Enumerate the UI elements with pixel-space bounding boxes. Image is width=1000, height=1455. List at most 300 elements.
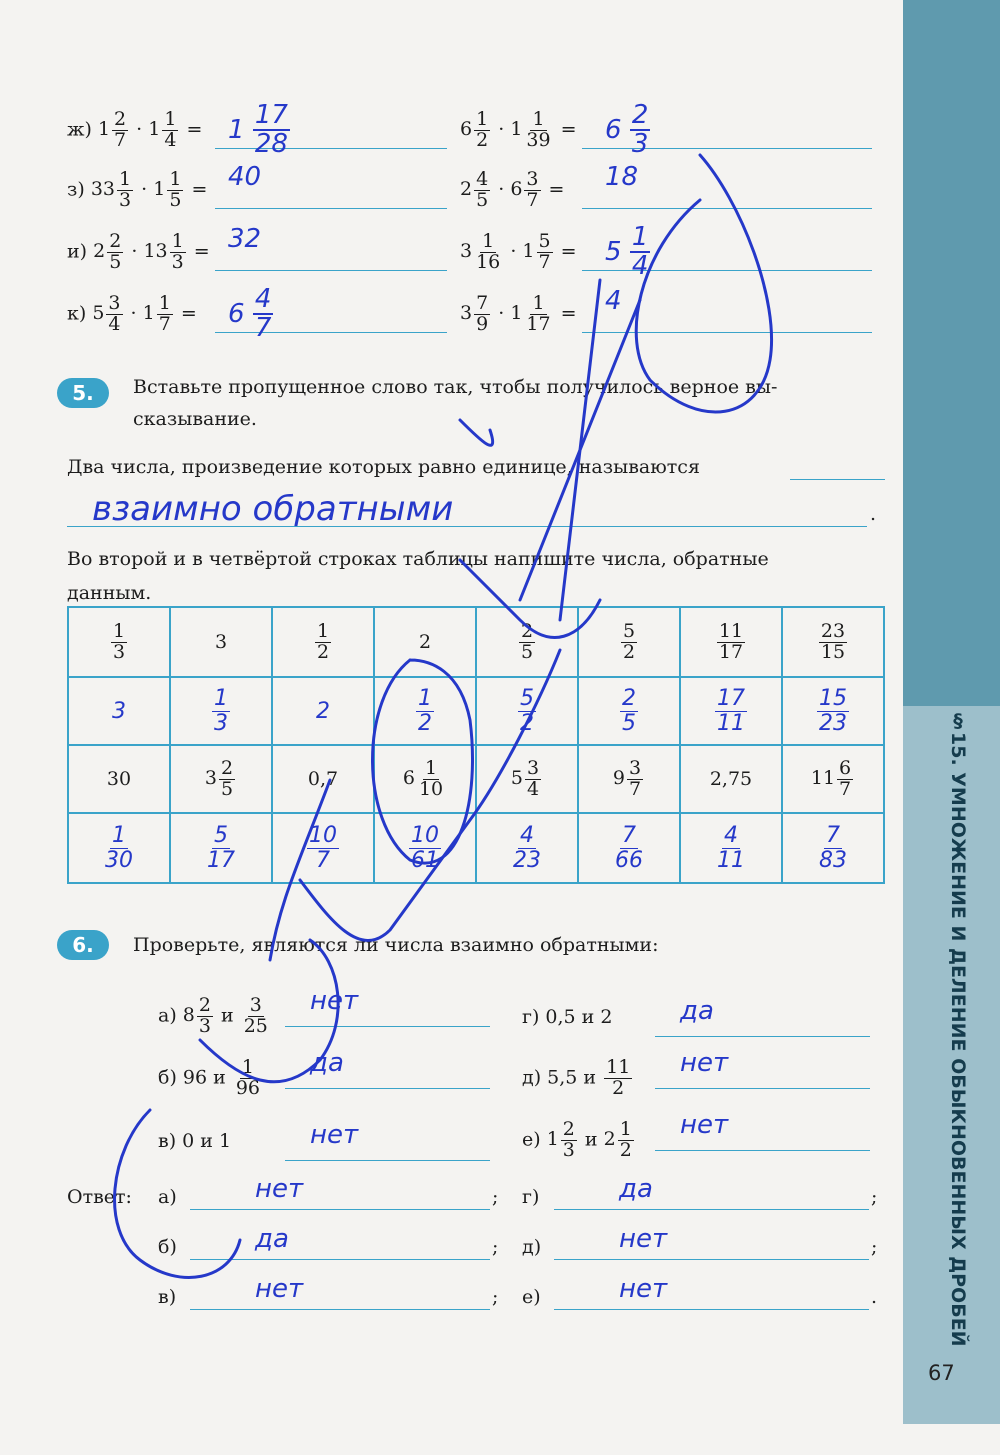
summary-answer-value: да <box>619 1174 653 1204</box>
answer-line <box>285 1088 490 1089</box>
denominator: 5 <box>476 188 489 211</box>
mixed-number <box>182 994 215 1037</box>
reciprocals-table <box>67 606 885 884</box>
equals-sign: = <box>554 118 577 141</box>
denominator: 3 <box>198 1014 211 1037</box>
table-instruction: Во второй и в четвёртой строках таблицы напишите числа, обратные <box>67 548 769 570</box>
denominator: 2 <box>622 640 636 663</box>
cell-value <box>815 686 851 736</box>
fraction <box>819 619 847 663</box>
numerator: 10 <box>411 823 439 849</box>
fraction <box>621 619 637 663</box>
cell-value <box>516 686 538 736</box>
fraction <box>613 824 645 871</box>
numerator: 2 <box>114 108 127 130</box>
whole-part: 6 <box>510 178 523 201</box>
handwritten-answer-value <box>228 100 290 160</box>
task4-expression-left <box>67 232 210 273</box>
task6-item-b-answer: да <box>310 1048 344 1078</box>
cell-value <box>517 619 537 663</box>
reciprocal-cell <box>374 813 476 883</box>
fraction <box>537 232 553 273</box>
numerator: 4 <box>724 823 738 849</box>
cell-value <box>710 768 752 790</box>
task4-answer-right <box>605 224 650 281</box>
denominator: 30 <box>105 847 133 873</box>
numerator: 5 <box>214 823 228 849</box>
whole-part: 0,7 <box>307 768 339 790</box>
cell-value <box>414 686 436 736</box>
cell-value <box>101 823 137 873</box>
punctuation: ; <box>871 1236 878 1258</box>
denominator: 3 <box>214 710 228 736</box>
answer-line <box>67 526 867 527</box>
denominator: 5 <box>622 710 636 736</box>
punctuation: ; <box>492 1286 499 1308</box>
cell-value <box>313 619 333 663</box>
fraction <box>627 756 643 800</box>
fraction <box>103 824 135 871</box>
fraction <box>253 102 290 159</box>
fraction <box>837 756 853 800</box>
answer-label: Ответ: <box>67 1186 132 1208</box>
mixed-number <box>97 108 130 151</box>
denominator: 7 <box>629 777 642 800</box>
numerator: 2 <box>520 619 534 642</box>
whole-part: 1 <box>546 1128 559 1151</box>
denominator: 2 <box>418 710 432 736</box>
whole-part: 3 <box>112 698 126 724</box>
whole-part: 13 <box>143 240 168 263</box>
whole-part: 33 <box>90 178 116 201</box>
mixed-number <box>153 168 185 211</box>
whole-part: 3 <box>460 302 473 325</box>
cell-value <box>509 823 545 873</box>
answer-line <box>582 332 872 333</box>
reciprocal-cell <box>578 813 680 883</box>
task6-item-b <box>158 1058 264 1099</box>
numerator: 5 <box>520 686 534 712</box>
mixed-number <box>92 292 124 335</box>
whole-part: 2 <box>316 698 330 724</box>
equals-sign: = <box>174 302 197 325</box>
numerator: 17 <box>254 100 288 130</box>
fraction <box>417 756 445 800</box>
denominator: 7 <box>316 847 330 873</box>
operator: · <box>130 118 149 141</box>
denominator: 4 <box>527 777 540 800</box>
answer-line <box>790 479 885 480</box>
table-instruction-cont: данным. <box>67 582 152 604</box>
task4-expression-right <box>460 110 577 151</box>
summary-answer-value: да <box>255 1224 289 1254</box>
reciprocal-cell <box>680 677 782 745</box>
fraction <box>212 687 230 734</box>
task5-sentence: Два числа, произведение которых равно единице, называются <box>67 456 700 478</box>
denominator: 2 <box>476 128 489 151</box>
mixed-number <box>510 108 554 151</box>
task4-expression-left <box>67 110 202 151</box>
numerator: 11 <box>718 619 744 642</box>
given-number-cell <box>680 607 782 677</box>
denominator: 7 <box>114 128 127 151</box>
given-number-cell <box>272 607 374 677</box>
task4-answer-right <box>605 286 622 316</box>
operator: · <box>124 302 143 325</box>
summary-answer-label: б) <box>158 1236 177 1258</box>
fraction <box>511 824 543 871</box>
reciprocal-cell <box>170 813 272 883</box>
equals-sign: = <box>185 178 208 201</box>
task6-item-e <box>522 1120 636 1161</box>
task5-period: . <box>870 503 877 525</box>
equals-sign: = <box>554 302 577 325</box>
fraction <box>307 824 339 871</box>
mixed-number <box>93 230 125 273</box>
denominator: 39 <box>526 128 551 151</box>
mixed-number <box>460 108 492 151</box>
mixed-number <box>90 168 135 211</box>
task6-item-a-answer: нет <box>310 986 359 1016</box>
fraction <box>107 232 123 273</box>
numerator: 17 <box>717 686 745 712</box>
fraction <box>219 756 235 800</box>
given-number-cell <box>680 745 782 813</box>
cell-value <box>107 768 131 790</box>
cell-value <box>316 699 330 724</box>
numerator: 5 <box>622 619 636 642</box>
summary-answer-value: нет <box>619 1274 668 1304</box>
denominator: 9 <box>476 312 489 335</box>
cell-value <box>308 768 338 790</box>
numerator: 1 <box>532 108 545 130</box>
summary-answer-value: нет <box>255 1174 304 1204</box>
answer-line <box>554 1209 869 1210</box>
task6-item-e-answer: нет <box>680 1110 729 1140</box>
whole-part: 2 <box>93 240 106 263</box>
task4-answer-left <box>228 102 290 159</box>
numerator: 4 <box>476 168 489 190</box>
mixed-number <box>460 168 492 211</box>
numerator: 1 <box>631 222 649 252</box>
chapter-sidebar-top <box>903 0 1000 706</box>
denominator: 10 <box>418 777 444 800</box>
cell-value <box>815 823 851 873</box>
denominator: 2 <box>316 640 330 663</box>
reciprocal-cell <box>680 813 782 883</box>
handwritten-answer-value <box>605 222 650 282</box>
task6-item-g-answer: да <box>680 996 714 1026</box>
numerator: 1 <box>164 108 177 130</box>
whole-part: 1 <box>228 114 253 145</box>
item-text: д) 5,5 и <box>522 1066 603 1089</box>
cell-value <box>510 756 543 800</box>
cell-value <box>112 699 126 724</box>
whole-part: 2 <box>418 631 432 653</box>
reciprocal-cell <box>68 677 170 745</box>
denominator: 25 <box>243 1014 268 1037</box>
numerator: 7 <box>622 823 636 849</box>
numerator: 1 <box>158 292 171 314</box>
numerator: 5 <box>538 230 551 252</box>
whole-part: 8 <box>182 1004 195 1027</box>
numerator: 2 <box>622 686 636 712</box>
denominator: 7 <box>158 312 171 335</box>
numerator: 1 <box>112 823 126 849</box>
task5-instruction: Вставьте пропущенное слово так, чтобы получилось верное вы- <box>133 376 778 398</box>
whole-part: 2,75 <box>709 768 753 790</box>
numerator: 1 <box>119 168 132 190</box>
numerator: 3 <box>108 292 121 314</box>
fraction <box>620 687 638 734</box>
numerator: 23 <box>820 619 846 642</box>
cell-value <box>611 823 647 873</box>
reciprocal-cell <box>476 677 578 745</box>
denominator: 7 <box>526 188 539 211</box>
denominator: 3 <box>631 129 649 160</box>
fraction <box>604 1058 632 1099</box>
denominator: 2 <box>612 1076 625 1099</box>
numerator: 1 <box>241 1056 254 1078</box>
task4-answer-right <box>605 102 650 159</box>
given-number-cell <box>476 745 578 813</box>
whole-part: 6 <box>402 767 415 789</box>
operator: · <box>125 240 144 263</box>
item-label: и) <box>67 240 94 263</box>
answer-line <box>215 270 447 271</box>
equals-sign: = <box>187 240 210 263</box>
fraction <box>474 232 502 273</box>
fraction <box>519 619 535 663</box>
given-number-cell <box>68 607 170 677</box>
fraction <box>242 996 270 1037</box>
summary-answer-label: г) <box>522 1186 540 1208</box>
fraction <box>817 824 849 871</box>
summary-answer-value: нет <box>619 1224 668 1254</box>
task6-number-badge: 6. <box>57 930 109 960</box>
denominator: 4 <box>164 128 177 151</box>
whole-part: 2 <box>460 178 473 201</box>
item-text: в) 0 и 1 <box>158 1130 232 1152</box>
task6-item-d-answer: нет <box>680 1048 729 1078</box>
numerator: 7 <box>476 292 489 314</box>
whole-part: 3 <box>204 767 217 789</box>
handwritten-answer-value: 32 <box>228 224 262 254</box>
denominator: 17 <box>718 640 744 663</box>
whole-part: 6 <box>460 118 473 141</box>
denominator: 17 <box>526 312 551 335</box>
given-number-cell <box>68 745 170 813</box>
mixed-number <box>460 230 504 273</box>
given-number-cell <box>782 745 884 813</box>
operator: · <box>504 240 523 263</box>
whole-part: 3 <box>460 240 473 263</box>
fraction <box>162 110 178 151</box>
whole-part: 5 <box>510 767 523 789</box>
numerator: 4 <box>254 284 272 314</box>
answer-line <box>655 1036 870 1037</box>
given-number-cell <box>170 745 272 813</box>
denominator: 7 <box>254 313 272 344</box>
numerator: 7 <box>826 823 840 849</box>
whole-part: 1 <box>142 302 155 325</box>
numerator: 2 <box>221 756 234 779</box>
operator: · <box>492 302 511 325</box>
summary-answer-label: д) <box>522 1236 542 1258</box>
whole-part: 1 <box>510 302 523 325</box>
denominator: 5 <box>169 188 182 211</box>
given-number-cell <box>374 745 476 813</box>
summary-answer-label: а) <box>158 1186 177 1208</box>
given-number-cell <box>578 745 680 813</box>
reciprocal-cell <box>170 677 272 745</box>
denominator: 5 <box>109 250 122 273</box>
task5-instruction-cont: сказывание. <box>133 408 257 430</box>
task6-item-a <box>158 996 272 1037</box>
numerator: 3 <box>249 994 262 1016</box>
fraction <box>524 170 540 211</box>
whole-part: 1 <box>510 118 523 141</box>
answer-line <box>215 208 447 209</box>
item-text: б) 96 и <box>158 1066 232 1089</box>
numerator: 2 <box>109 230 122 252</box>
fraction <box>167 170 183 211</box>
page-number: 67 <box>928 1361 955 1385</box>
mixed-number <box>603 1118 636 1161</box>
fraction <box>717 619 745 663</box>
denominator: 16 <box>476 250 501 273</box>
cell-value <box>402 756 447 800</box>
task4-answer-left <box>228 286 273 343</box>
cell-value <box>810 756 855 800</box>
reciprocal-cell <box>578 677 680 745</box>
fraction <box>112 110 128 151</box>
numerator: 1 <box>619 1118 632 1140</box>
task4-answer-left <box>228 162 261 192</box>
task4-expression-left <box>67 294 197 335</box>
given-number-cell <box>170 607 272 677</box>
whole-part: 1 <box>97 118 111 141</box>
fraction <box>197 996 213 1037</box>
fraction <box>525 756 541 800</box>
numerator: 10 <box>309 823 337 849</box>
reciprocal-cell <box>476 813 578 883</box>
fraction <box>474 170 490 211</box>
fraction <box>524 294 552 335</box>
summary-answer-value: нет <box>255 1274 304 1304</box>
task6-item-d <box>522 1058 634 1099</box>
fraction <box>157 294 173 335</box>
task5-answer: взаимно обратными <box>92 489 454 529</box>
cell-value <box>215 631 227 653</box>
numerator: 1 <box>171 230 184 252</box>
denominator: 66 <box>615 847 643 873</box>
task6-item-v-answer: нет <box>310 1120 359 1150</box>
denominator: 4 <box>108 312 121 335</box>
numerator: 3 <box>527 756 540 779</box>
answer-line <box>655 1150 870 1151</box>
cell-value <box>713 823 749 873</box>
fraction <box>630 102 651 159</box>
item-label: а) <box>158 1004 183 1027</box>
whole-part: 30 <box>106 768 132 790</box>
cell-value <box>109 619 129 663</box>
denominator: 3 <box>112 640 126 663</box>
task5-number-badge: 5. <box>57 378 109 408</box>
fraction <box>234 1058 262 1099</box>
reciprocal-cell <box>782 813 884 883</box>
mixed-number <box>510 292 554 335</box>
whole-part: 5 <box>92 302 105 325</box>
whole-part: 6 <box>228 298 253 329</box>
denominator: 3 <box>119 188 132 211</box>
conjunction: и <box>214 1004 240 1027</box>
task4-expression-right <box>460 294 577 335</box>
item-label: ж) <box>67 118 98 141</box>
cell-value <box>612 756 645 800</box>
task4-expression-left <box>67 170 207 211</box>
equals-sign: = <box>554 240 577 263</box>
fraction <box>205 824 237 871</box>
denominator: 23 <box>819 710 847 736</box>
operator: · <box>135 178 154 201</box>
task4-expression-right <box>460 170 564 211</box>
conjunction: и <box>578 1128 604 1151</box>
handwritten-answer-value: 40 <box>228 162 262 192</box>
numerator: 1 <box>532 292 545 314</box>
answer-line <box>554 1309 869 1310</box>
numerator: 3 <box>629 756 642 779</box>
mixed-number <box>460 292 492 335</box>
numerator: 1 <box>316 619 330 642</box>
cell-value <box>203 823 239 873</box>
cell-value <box>619 619 639 663</box>
handwritten-answer-value <box>605 100 650 160</box>
fraction <box>817 687 849 734</box>
fraction <box>715 824 747 871</box>
denominator: 11 <box>717 847 745 873</box>
given-number-cell <box>578 607 680 677</box>
denominator: 4 <box>631 251 649 282</box>
denominator: 28 <box>254 129 288 160</box>
numerator: 3 <box>526 168 539 190</box>
mixed-number <box>510 168 542 211</box>
task4-answer-right <box>605 162 638 192</box>
given-number-cell <box>374 607 476 677</box>
item-label: е) <box>522 1128 547 1151</box>
given-number-cell <box>782 607 884 677</box>
whole-part: 5 <box>605 236 630 267</box>
mixed-number <box>546 1118 579 1161</box>
reciprocal-cell <box>782 677 884 745</box>
given-number-cell <box>476 607 578 677</box>
numerator: 2 <box>198 994 211 1016</box>
task6-instruction: Проверьте, являются ли числа взаимно обратными: <box>133 934 659 956</box>
denominator: 3 <box>562 1138 575 1161</box>
fraction <box>524 110 552 151</box>
numerator: 1 <box>112 619 126 642</box>
cell-value <box>713 686 749 736</box>
cell-value <box>715 619 747 663</box>
handwritten-answer-value: 18 <box>605 162 639 192</box>
numerator: 1 <box>169 168 182 190</box>
numerator: 1 <box>425 756 438 779</box>
fraction <box>474 110 490 151</box>
answer-line <box>190 1209 490 1210</box>
chapter-title: §15. УМНОЖЕНИЕ И ДЕЛЕНИЕ ОБЫКНОВЕННЫХ ДРОБЕЙ <box>947 710 969 1347</box>
task4-expression-right <box>460 232 577 273</box>
cell-value <box>618 686 640 736</box>
